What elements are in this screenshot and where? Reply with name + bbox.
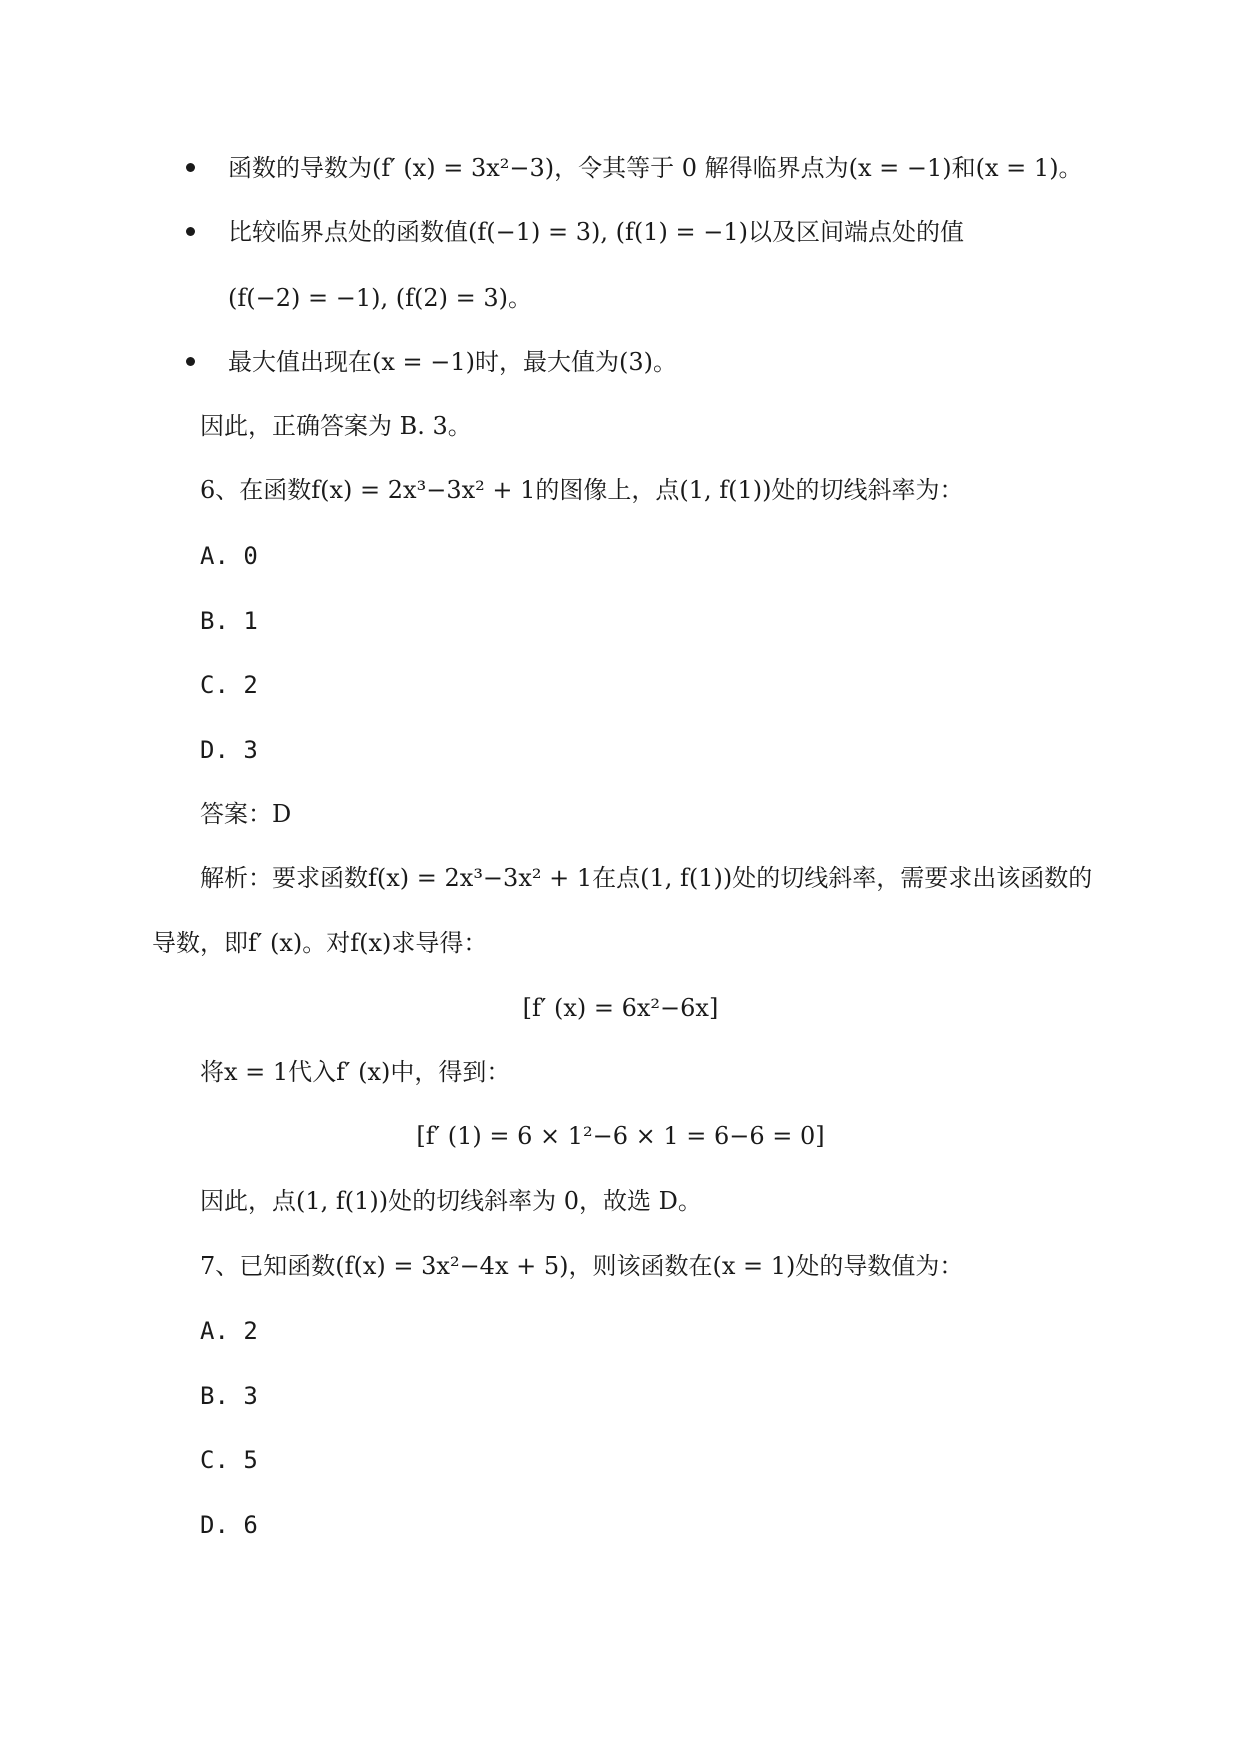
conclusion-q6: 因此，点(1, f(1))处的切线斜率为 0，故选 D。: [200, 1187, 702, 1215]
bullet-text: 比较临界点处的函数值(f(−1) = 3), (f(1) = −1)以及区间端点处的值: [228, 218, 964, 246]
formula-derivative: [f′ (x) = 6x²−6x]: [522, 994, 719, 1022]
option-c: C. 5: [200, 1446, 258, 1474]
question-6-stem: 6、在函数f(x) = 2x³−3x² + 1的图像上，点(1, f(1))处的切线斜率为：: [200, 476, 964, 504]
option-a: A. 2: [200, 1317, 258, 1345]
bullet-dot: [186, 227, 195, 236]
bullet-dot: [186, 357, 195, 366]
option-d: D. 3: [200, 736, 258, 764]
formula-evaluation: [f′ (1) = 6 × 1²−6 × 1 = 6−6 = 0]: [416, 1122, 825, 1150]
bullet-dot: [186, 163, 195, 172]
option-d: D. 6: [200, 1511, 258, 1539]
bullet-text-continued: (f(−2) = −1), (f(2) = 3)。: [228, 284, 532, 312]
analysis-line-2: 导数，即f′ (x)。对f(x)求导得：: [152, 929, 488, 957]
bullet-text: 最大值出现在(x = −1)时，最大值为(3)。: [228, 348, 678, 376]
conclusion-q5: 因此，正确答案为 B. 3。: [200, 412, 472, 440]
bullet-text: 函数的导数为(f′ (x) = 3x²−3)，令其等于 0 解得临界点为(x = −1)和(x = 1)。: [228, 154, 1083, 182]
option-b: B. 3: [200, 1382, 258, 1410]
analysis-line-1: 解析：要求函数f(x) = 2x³−3x² + 1在点(1, f(1))处的切线斜率，需要求出该函数的: [200, 864, 1093, 892]
analysis-line-3: 将x = 1代入f′ (x)中，得到：: [200, 1058, 511, 1086]
option-b: B. 1: [200, 607, 258, 635]
option-c: C. 2: [200, 671, 258, 699]
question-7-stem: 7、已知函数(f(x) = 3x²−4x + 5)，则该函数在(x = 1)处的导数值为：: [200, 1252, 964, 1280]
answer-label: 答案：D: [200, 800, 292, 828]
option-a: A. 0: [200, 542, 258, 570]
